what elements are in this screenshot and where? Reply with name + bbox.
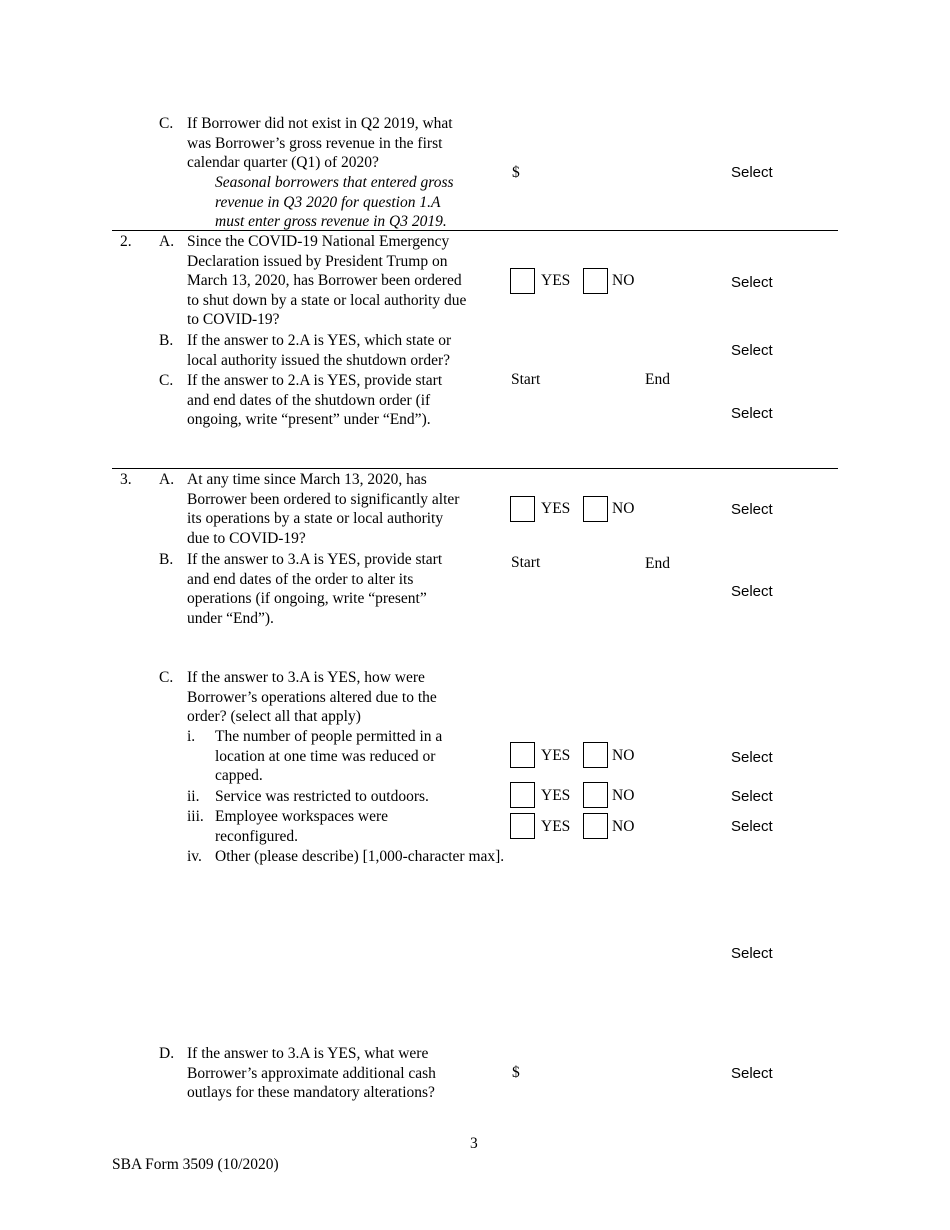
q3c-i-text	[215, 727, 442, 786]
q3c-iii-select[interactable]: Select	[731, 818, 773, 835]
q1c-note-line-3: must enter gross revenue in Q3 2019.	[215, 213, 447, 231]
q2a-line-2: Declaration issued by President Trump on	[187, 252, 448, 270]
q3c-ii-yes-checkbox[interactable]	[510, 782, 535, 808]
q3b-letter: B.	[159, 551, 174, 568]
q3b-question	[187, 550, 442, 628]
q3d-currency-input[interactable]: $	[512, 1064, 520, 1081]
q2c-start-date-input[interactable]: Start	[511, 371, 541, 388]
q1c-line-3: calendar quarter (Q1) of 2020?	[187, 154, 379, 172]
q3c-i-yes-label: YES	[541, 747, 571, 764]
q2a-select[interactable]: Select	[731, 274, 773, 291]
q3c-i-yes-checkbox[interactable]	[510, 742, 535, 768]
q3a-question	[187, 470, 459, 548]
q2a-yes-checkbox[interactable]	[510, 268, 535, 294]
q1c-letter: C.	[159, 115, 174, 132]
q3c-iii-line-1: Employee workspaces were	[215, 808, 389, 825]
q3b-start-date-input[interactable]: Start	[511, 554, 541, 571]
q3a-line-1: At any time since March 13, 2020, has	[187, 471, 427, 488]
q3a-line-3: its operations by a state or local authority	[187, 510, 444, 528]
q2c-question	[187, 371, 442, 430]
q3c-ii-no-label: NO	[612, 787, 635, 804]
q1c-note-line-2: revenue in Q3 2020 for question 1.A	[215, 193, 441, 211]
q2c-line-1: If the answer to 2.A is YES, provide start	[187, 372, 443, 389]
q3c-line-3: order? (select all that apply)	[187, 708, 361, 726]
q3b-line-2: and end dates of the order to alter its	[187, 570, 414, 588]
q2c-end-date-input[interactable]: End	[645, 371, 670, 388]
q3a-no-label: NO	[612, 500, 635, 517]
q3c-iii-yes-label: YES	[541, 818, 571, 835]
q3a-yes-checkbox[interactable]	[510, 496, 535, 522]
q3c-iv-num: iv.	[187, 848, 202, 865]
q3c-ii-num: ii.	[187, 788, 200, 805]
q1c-line-2: was Borrower’s gross revenue in the first	[187, 134, 443, 152]
q2c-line-2: and end dates of the shutdown order (if	[187, 391, 431, 409]
q2-number: 2.	[120, 233, 132, 250]
q3d-select[interactable]: Select	[731, 1065, 773, 1082]
q3c-iii-text	[215, 807, 388, 846]
q3c-iii-yes-checkbox[interactable]	[510, 813, 535, 839]
q3c-i-line-2: location at one time was reduced or	[215, 747, 436, 765]
q3c-iii-no-label: NO	[612, 818, 635, 835]
q3c-letter: C.	[159, 669, 174, 686]
q3c-line-2: Borrower’s operations altered due to the	[187, 688, 437, 706]
q2a-no-checkbox[interactable]	[583, 268, 608, 294]
q1c-seasonal-note	[215, 173, 454, 232]
q2a-line-4: to shut down by a state or local authority due	[187, 291, 467, 309]
form-id: SBA Form 3509 (10/2020)	[112, 1156, 279, 1173]
q3a-line-4: due to COVID-19?	[187, 529, 306, 547]
q2c-line-3: ongoing, write “present” under “End”).	[187, 411, 431, 429]
q3c-ii-select[interactable]: Select	[731, 788, 773, 805]
q3d-line-2: Borrower’s approximate additional cash	[187, 1064, 436, 1082]
q3d-line-1: If the answer to 3.A is YES, what were	[187, 1045, 429, 1062]
q3a-letter: A.	[159, 471, 175, 488]
q2b-question	[187, 331, 451, 370]
q3c-i-no-label: NO	[612, 747, 635, 764]
q2c-letter: C.	[159, 372, 174, 389]
q3c-ii-no-checkbox[interactable]	[583, 782, 608, 808]
divider-q2	[112, 230, 838, 231]
q3c-iv-select[interactable]: Select	[731, 945, 773, 962]
q2a-no-label: NO	[612, 272, 635, 289]
q1c-note-line-1: Seasonal borrowers that entered gross	[215, 174, 454, 191]
q2b-select[interactable]: Select	[731, 342, 773, 359]
q3c-i-line-3: capped.	[215, 767, 263, 785]
q3d-line-3: outlays for these mandatory alterations?	[187, 1084, 435, 1102]
q3b-line-3: operations (if ongoing, write “present”	[187, 590, 427, 608]
q3c-question	[187, 668, 437, 727]
q3b-line-1: If the answer to 3.A is YES, provide start	[187, 551, 443, 568]
q2b-letter: B.	[159, 332, 174, 349]
page-number: 3	[470, 1135, 478, 1152]
q3c-i-no-checkbox[interactable]	[583, 742, 608, 768]
q3b-select[interactable]: Select	[731, 583, 773, 600]
q3c-ii-line-1: Service was restricted to outdoors.	[215, 788, 429, 805]
q3a-yes-label: YES	[541, 500, 571, 517]
q2b-line-2: local authority issued the shutdown order?	[187, 351, 451, 369]
q1c-line-1: If Borrower did not exist in Q2 2019, what	[187, 115, 453, 132]
q3c-iii-line-2: reconfigured.	[215, 827, 299, 845]
q3c-ii-text	[215, 787, 429, 807]
q3a-no-checkbox[interactable]	[583, 496, 608, 522]
q3c-i-line-1: The number of people permitted in a	[215, 728, 443, 745]
q2a-line-5: to COVID-19?	[187, 311, 280, 329]
q3b-line-4: under “End”).	[187, 609, 274, 627]
q3c-i-select[interactable]: Select	[731, 749, 773, 766]
q2b-line-1: If the answer to 2.A is YES, which state or	[187, 332, 452, 349]
q3c-iv-text	[215, 847, 504, 867]
q2a-letter: A.	[159, 233, 175, 250]
q3b-end-date-input[interactable]: End	[645, 555, 670, 572]
q2a-line-3: March 13, 2020, has Borrower been ordered	[187, 272, 462, 290]
q3c-i-num: i.	[187, 728, 196, 745]
q3-number: 3.	[120, 471, 132, 488]
q3a-line-2: Borrower been ordered to significantly alter	[187, 490, 460, 508]
q3d-question	[187, 1044, 436, 1103]
q3c-iii-no-checkbox[interactable]	[583, 813, 608, 839]
divider-q3	[112, 468, 838, 469]
q3c-ii-yes-label: YES	[541, 787, 571, 804]
q2a-question	[187, 232, 466, 330]
q2a-yes-label: YES	[541, 272, 571, 289]
q2c-select[interactable]: Select	[731, 405, 773, 422]
q1c-currency-input[interactable]: $	[512, 164, 520, 181]
q3c-iv-line-1: Other (please describe) [1,000-character max].	[215, 848, 505, 865]
q1c-select[interactable]: Select	[731, 164, 773, 181]
q3c-iii-num: iii.	[187, 808, 204, 825]
q3d-letter: D.	[159, 1045, 175, 1062]
q3c-line-1: If the answer to 3.A is YES, how were	[187, 669, 425, 686]
q3a-select[interactable]: Select	[731, 501, 773, 518]
q2a-line-1: Since the COVID-19 National Emergency	[187, 233, 450, 250]
q1c-question	[187, 114, 453, 173]
